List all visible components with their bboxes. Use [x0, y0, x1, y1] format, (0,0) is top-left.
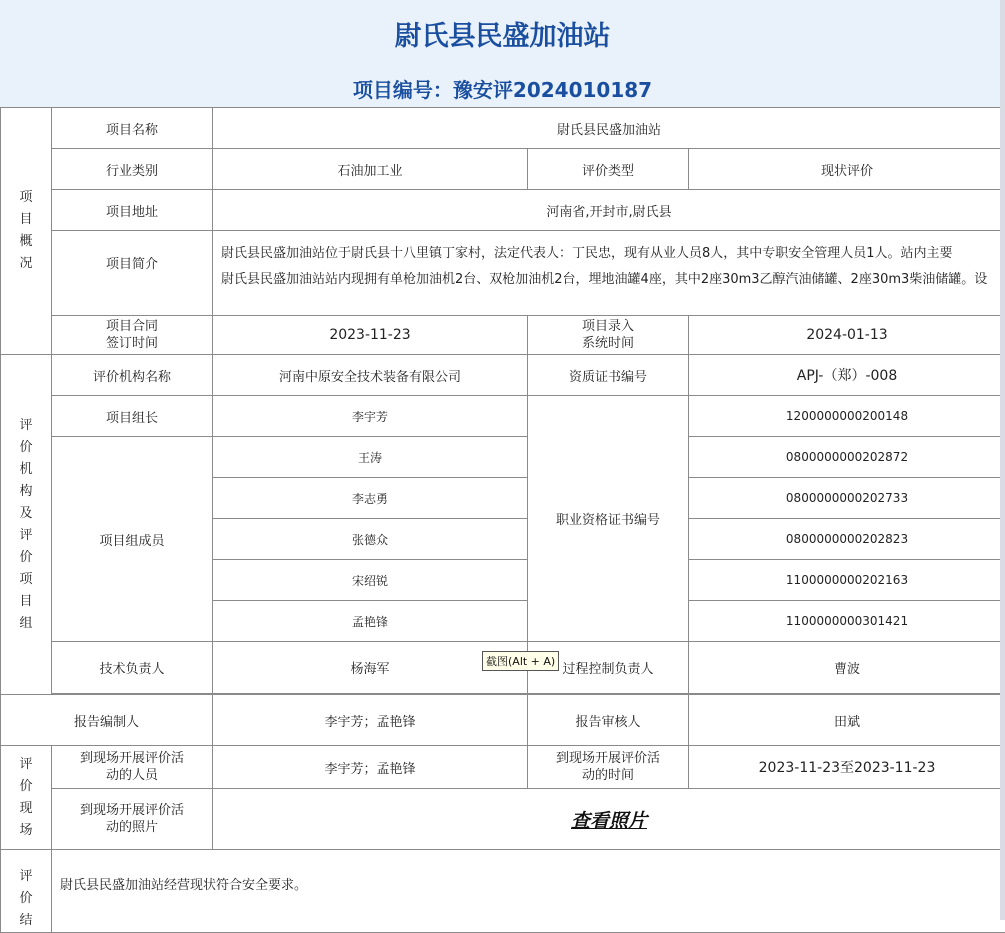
cert-number: 0800000000202733: [689, 478, 1005, 519]
address-label: 项目地址: [52, 190, 213, 231]
member-name: 李志勇: [213, 478, 528, 519]
site-section-label: 评 价 现 场: [1, 746, 52, 850]
org-value: 河南中原安全技术装备有限公司: [213, 355, 528, 396]
cert-value: APJ-（郑）-008: [689, 355, 1005, 396]
members-label: 项目组成员: [52, 437, 213, 642]
cert-number: 0800000000202872: [689, 437, 1005, 478]
report-reviewer-value: 田斌: [689, 695, 1005, 746]
site-people-value: 李宇芳；孟艳锋: [213, 746, 528, 789]
report-author-label: 报告编制人: [1, 695, 213, 746]
project-name-label: 项目名称: [52, 108, 213, 149]
report-author-value: 李宇芳；孟艳锋: [213, 695, 528, 746]
leader-name: 李宇芳: [213, 396, 528, 437]
org-label: 评价机构名称: [52, 355, 213, 396]
site-people-label: 到现场开展评价活动的人员: [52, 746, 213, 789]
cert-number: 0800000000202823: [689, 519, 1005, 560]
intro-label: 项目简介: [52, 231, 213, 316]
intro-line-2: 尉氏县民盛加油站站内现拥有单枪加油机2台、双枪加油机2台，埋地油罐4座，其中2座30m3乙醇汽油储罐、2座30m3柴油储罐。设: [221, 267, 1005, 293]
window-edge: [1000, 0, 1005, 920]
cert-number: 1100000000202163: [689, 560, 1005, 601]
site-photo-cell: [213, 789, 1005, 850]
leader-label: 项目组长: [52, 396, 213, 437]
conclusion-text: 尉氏县民盛加油站经营现状符合安全要求。: [52, 850, 1005, 933]
member-name: 孟艳锋: [213, 601, 528, 642]
project-info-table: [0, 107, 1005, 933]
address-value: 河南省,开封市,尉氏县: [213, 190, 1005, 231]
eval-type-value: 现状评价: [689, 149, 1005, 190]
cert-number: 1100000000301421: [689, 601, 1005, 642]
process-lead-value: 曹波: [689, 642, 1005, 694]
entry-date-label: 项目录入系统时间: [528, 316, 689, 355]
intro-text: [213, 231, 1005, 316]
industry-label: 行业类别: [52, 149, 213, 190]
screenshot-tooltip: 截图(Alt + A): [482, 651, 559, 671]
site-time-value: 2023-11-23至2023-11-23: [689, 746, 1005, 789]
overview-section-label: 项 目 概 况: [1, 108, 52, 355]
tech-lead-value: 杨海军: [213, 642, 528, 694]
project-name-value: 尉氏县民盛加油站: [213, 108, 1005, 149]
view-photos-link[interactable]: 查看照片: [571, 810, 647, 832]
member-name: 张德众: [213, 519, 528, 560]
project-number: 项目编号：豫安评2024010187: [0, 74, 1005, 103]
conclusion-section-label: 评 价 结: [1, 850, 52, 933]
member-name: 宋绍锐: [213, 560, 528, 601]
site-photo-label: 到现场开展评价活动的照片: [52, 789, 213, 850]
contract-date-value: 2023-11-23: [213, 316, 528, 355]
cert-label: 资质证书编号: [528, 355, 689, 396]
cert-number: 1200000000200148: [689, 396, 1005, 437]
report-reviewer-label: 报告审核人: [528, 695, 689, 746]
page-title: 尉氏县民盛加油站: [0, 14, 1005, 53]
agency-section-label: 评 价 机 构 及 评 价 项 目 组: [1, 355, 52, 695]
tech-lead-label: 技术负责人: [52, 642, 213, 694]
entry-date-value: 2024-01-13: [689, 316, 1005, 355]
member-name: 王涛: [213, 437, 528, 478]
contract-date-label: 项目合同签订时间: [52, 316, 213, 355]
site-time-label: 到现场开展评价活动的时间: [528, 746, 689, 789]
eval-type-label: 评价类型: [528, 149, 689, 190]
industry-value: 石油加工业: [213, 149, 528, 190]
intro-line-1: 尉氏县民盛加油站位于尉氏县十八里镇丁家村，法定代表人：丁民忠，现有从业人员8人，其中专职安全管理人员1人。站内主要: [221, 241, 1005, 267]
process-lead-label: 过程控制负责人: [528, 642, 689, 694]
qual-cert-label: 职业资格证书编号: [528, 396, 689, 642]
page-header: [0, 0, 1005, 108]
